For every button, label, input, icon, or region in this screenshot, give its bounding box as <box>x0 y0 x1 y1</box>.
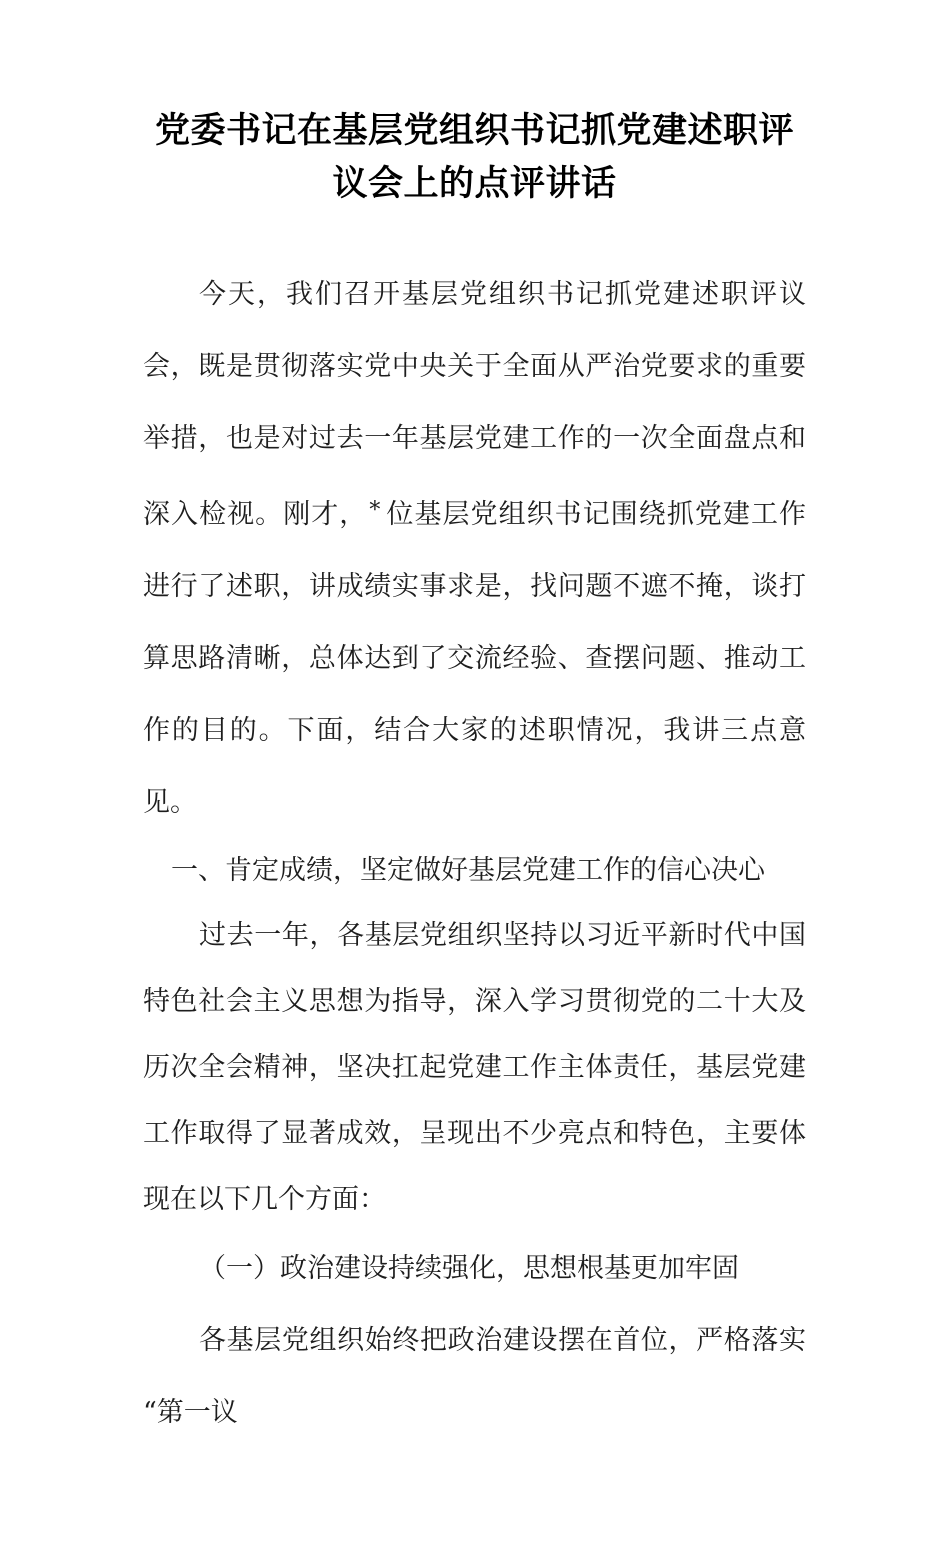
redaction-asterisk-marker: * <box>369 498 381 523</box>
paragraph-opening <box>143 259 806 839</box>
paragraph-subsection-one-a-body: 各基层党组织始终把政治建设摆在首位，严格落实 “第一议 <box>143 1325 806 1428</box>
page-title-line-2: 议会上的点评讲话 <box>332 163 617 204</box>
page-title <box>143 0 806 210</box>
document-content-column <box>143 0 806 1559</box>
paragraph-opening-text-part-1: 今天，我们召开基层党组织书记抓党建述职评议会，既是贯彻落实党中央关于全面从严治党要求的重要举措，也是对过去一年基层党建工作的一次全面盘点和深入检视。刚才， <box>143 279 806 530</box>
document-body <box>143 259 806 1559</box>
subsection-heading-one-a: （一）政治建设持续强化，思想根基更加牢固 <box>199 1253 739 1284</box>
page-bottom-spacer <box>143 1449 806 1559</box>
paragraph-opening-text-part-2: 位基层党组织书记围绕抓党建工作进行了述职，讲成绩实事求是，找问题不遮不掩，谈打算思路清晰，总体达到了交流经验、查摆问题、推动工作的目的。下面，结合大家的述职情况，我讲三点意见。 <box>143 499 807 818</box>
section-heading-one: 一、肯定成绩，坚定做好基层党建工作的信心决心 <box>171 855 765 886</box>
paragraph-section-one-body: 过去一年，各基层党组织坚持以习近平新时代中国特色社会主义思想为指导，深入学习贯彻党的二十大及历次全会精神，坚决扛起党建工作主体责任，基层党建工作取得了显著成效，呈现出不少亮点和特色，主要体现在以下几个方面： <box>143 920 806 1215</box>
page-title-line-1: 党委书记在基层党组织书记抓党建述职评 <box>154 110 794 151</box>
